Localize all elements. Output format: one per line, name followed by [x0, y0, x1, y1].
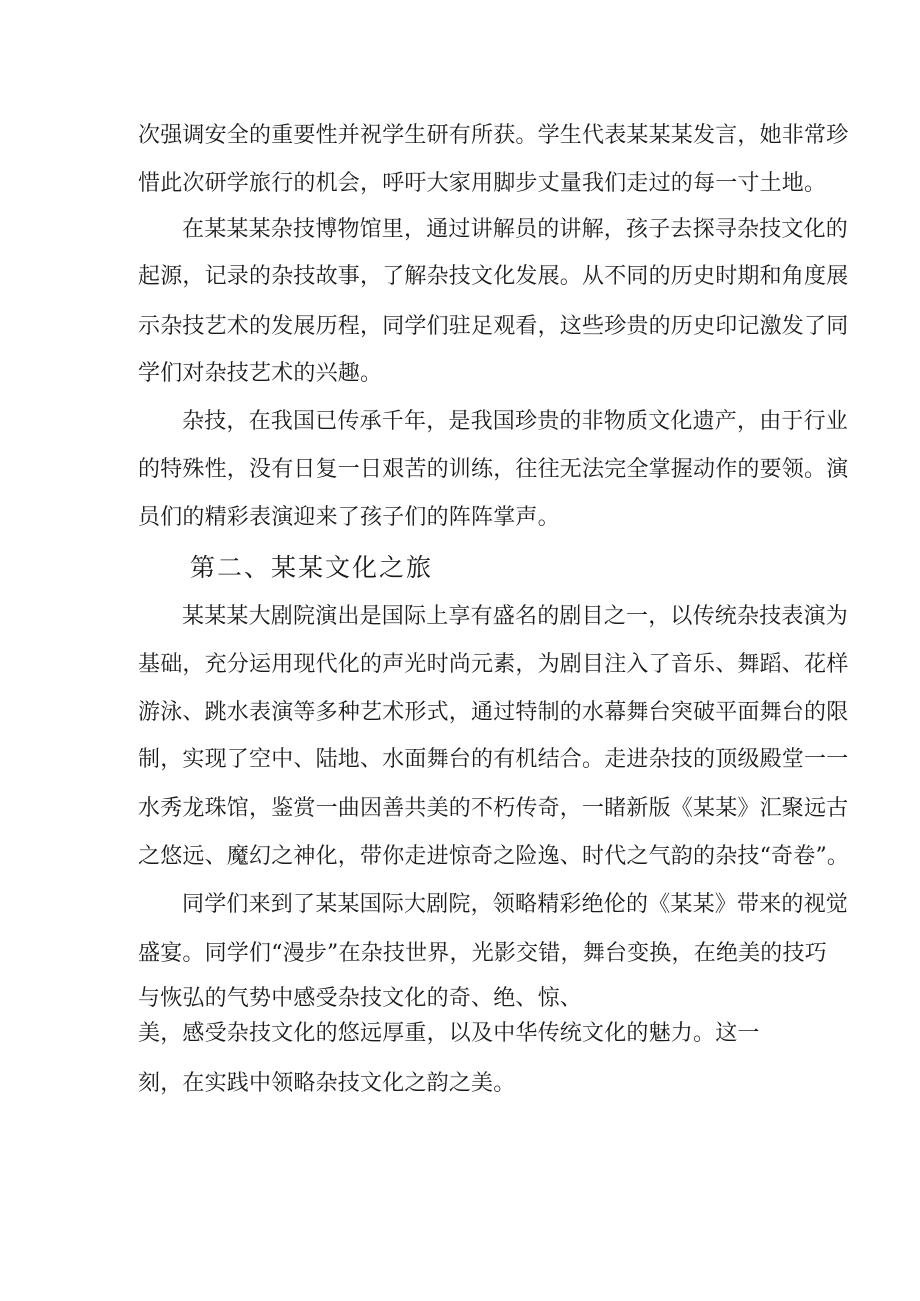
- text-line: 惜此次研学旅行的机会，呼吁大家用脚步丈量我们走过的每一寸土地。: [138, 171, 827, 196]
- text-line: 水秀龙珠馆，鉴赏一曲因善共美的不朽传奇，一睹新版《某某》汇聚远古: [138, 796, 849, 821]
- section-heading: 第二、某某文化之旅: [190, 553, 434, 582]
- text-line: 制，实现了空中、陆地、水面舞台的有机结合。走进杂技的顶级殿堂一一: [138, 747, 849, 772]
- text-line: 之悠远、魔幻之神化，带你走进惊奇之险逸、时代之气韵的杂技“奇卷”。: [138, 844, 850, 869]
- text-line: 起源，记录的杂技故事，了解杂技文化发展。从不同的历史时期和角度展: [138, 264, 849, 289]
- text-line: 刻，在实践中领略杂技文化之韵之美。: [138, 1071, 516, 1096]
- paragraph-start-line: 杂技，在我国已传承千年，是我国珍贵的非物质文化遗产，由于行业: [182, 409, 849, 434]
- text-line: 美，感受杂技文化的悠远厚重，以及中华传统文化的魅力。这一: [138, 1021, 760, 1046]
- paragraph-start-line: 同学们来到了某某国际大剧院，领略精彩绝伦的《某某》带来的视觉: [182, 892, 849, 917]
- text-line: 示杂技艺术的发展历程，同学们驻足观看，这些珍贵的历史印记激发了同: [138, 314, 849, 339]
- text-line: 次强调安全的重要性并祝学生研有所获。学生代表某某某发言，她非常珍: [138, 123, 849, 148]
- text-line: 与恢弘的气势中感受杂技文化的奇、绝、惊、: [138, 986, 583, 1011]
- text-line: 员们的精彩表演迎来了孩子们的阵阵掌声。: [138, 505, 560, 530]
- paragraph-start-line: 某某某大剧院演出是国际上享有盛名的剧目之一，以传统杂技表演为: [182, 604, 849, 629]
- text-line: 的特殊性，没有日复一日艰苦的训练，往往无法完全掌握动作的要领。演: [138, 457, 849, 482]
- text-line: 学们对杂技艺术的兴趣。: [138, 361, 383, 386]
- text-line: 盛宴。同学们“漫步”在杂技世界，光影交错，舞台变换，在绝美的技巧: [138, 941, 827, 966]
- paragraph-start-line: 在某某某杂技博物馆里，通过讲解员的讲解，孩子去探寻杂技文化的: [182, 217, 849, 242]
- text-line: 基础，充分运用现代化的声光时尚元素，为剧目注入了音乐、舞蹈、花样: [138, 652, 849, 677]
- text-line: 游泳、跳水表演等多种艺术形式，通过特制的水幕舞台突破平面舞台的限: [138, 700, 849, 725]
